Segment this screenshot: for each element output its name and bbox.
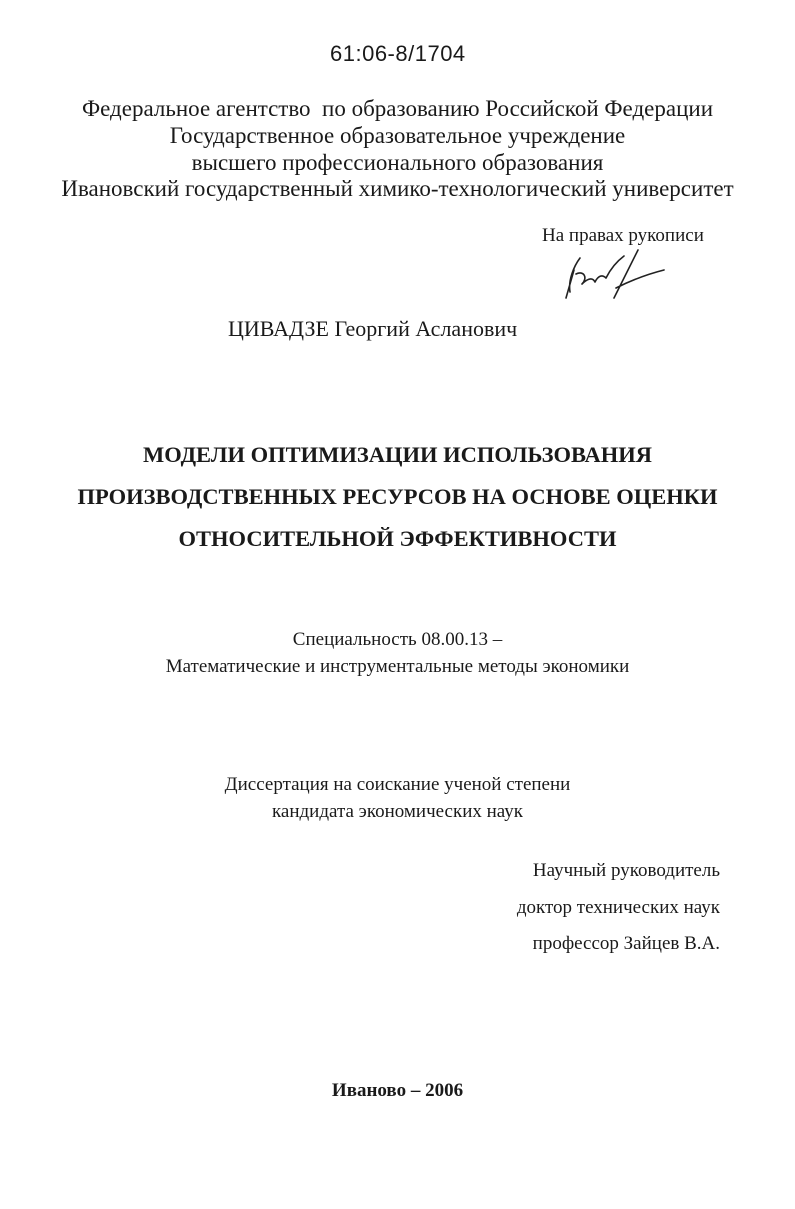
signature-icon xyxy=(540,240,670,312)
manuscript-note: На правах рукописи xyxy=(542,225,704,246)
specialty xyxy=(0,626,795,680)
degree-line-2: кандидата экономических наук xyxy=(271,801,524,822)
supervisor-line-2: доктор технических наук xyxy=(516,897,720,918)
dissertation-title xyxy=(0,434,795,560)
organization-line-2: Государственное образовательное учреждение xyxy=(169,123,626,148)
organization-line-1: Федеральное агентство по образованию Российской Федерации xyxy=(81,96,714,121)
supervisor-line-3: профессор Зайцев В.А. xyxy=(532,933,720,954)
degree-line-1: Диссертация на соискание ученой степени xyxy=(224,774,571,795)
specialty-line-2: Математические и инструментальные методы экономики xyxy=(165,656,630,677)
organization-line-3: высшего профессионального образования xyxy=(191,150,604,175)
title-line-2: ПРОИЗВОДСТВЕННЫХ РЕСУРСОВ НА ОСНОВЕ ОЦЕНКИ xyxy=(77,484,718,509)
organization-line-4: Ивановский государственный химико-технологический университет xyxy=(61,176,734,201)
title-line-1: МОДЕЛИ ОПТИМИЗАЦИИ ИСПОЛЬЗОВАНИЯ xyxy=(142,442,653,467)
author-name: ЦИВАДЗЕ Георгий Асланович xyxy=(228,316,518,341)
supervisor-line-1: Научный руководитель xyxy=(532,860,720,881)
title-line-3: ОТНОСИТЕЛЬНОЙ ЭФФЕКТИВНОСТИ xyxy=(178,526,617,551)
specialty-line-1: Специальность 08.00.13 – xyxy=(292,629,503,650)
catalog-code: 61:06-8/1704 xyxy=(330,41,466,66)
place-year: Иваново – 2006 xyxy=(331,1080,464,1101)
degree-statement xyxy=(0,771,795,825)
